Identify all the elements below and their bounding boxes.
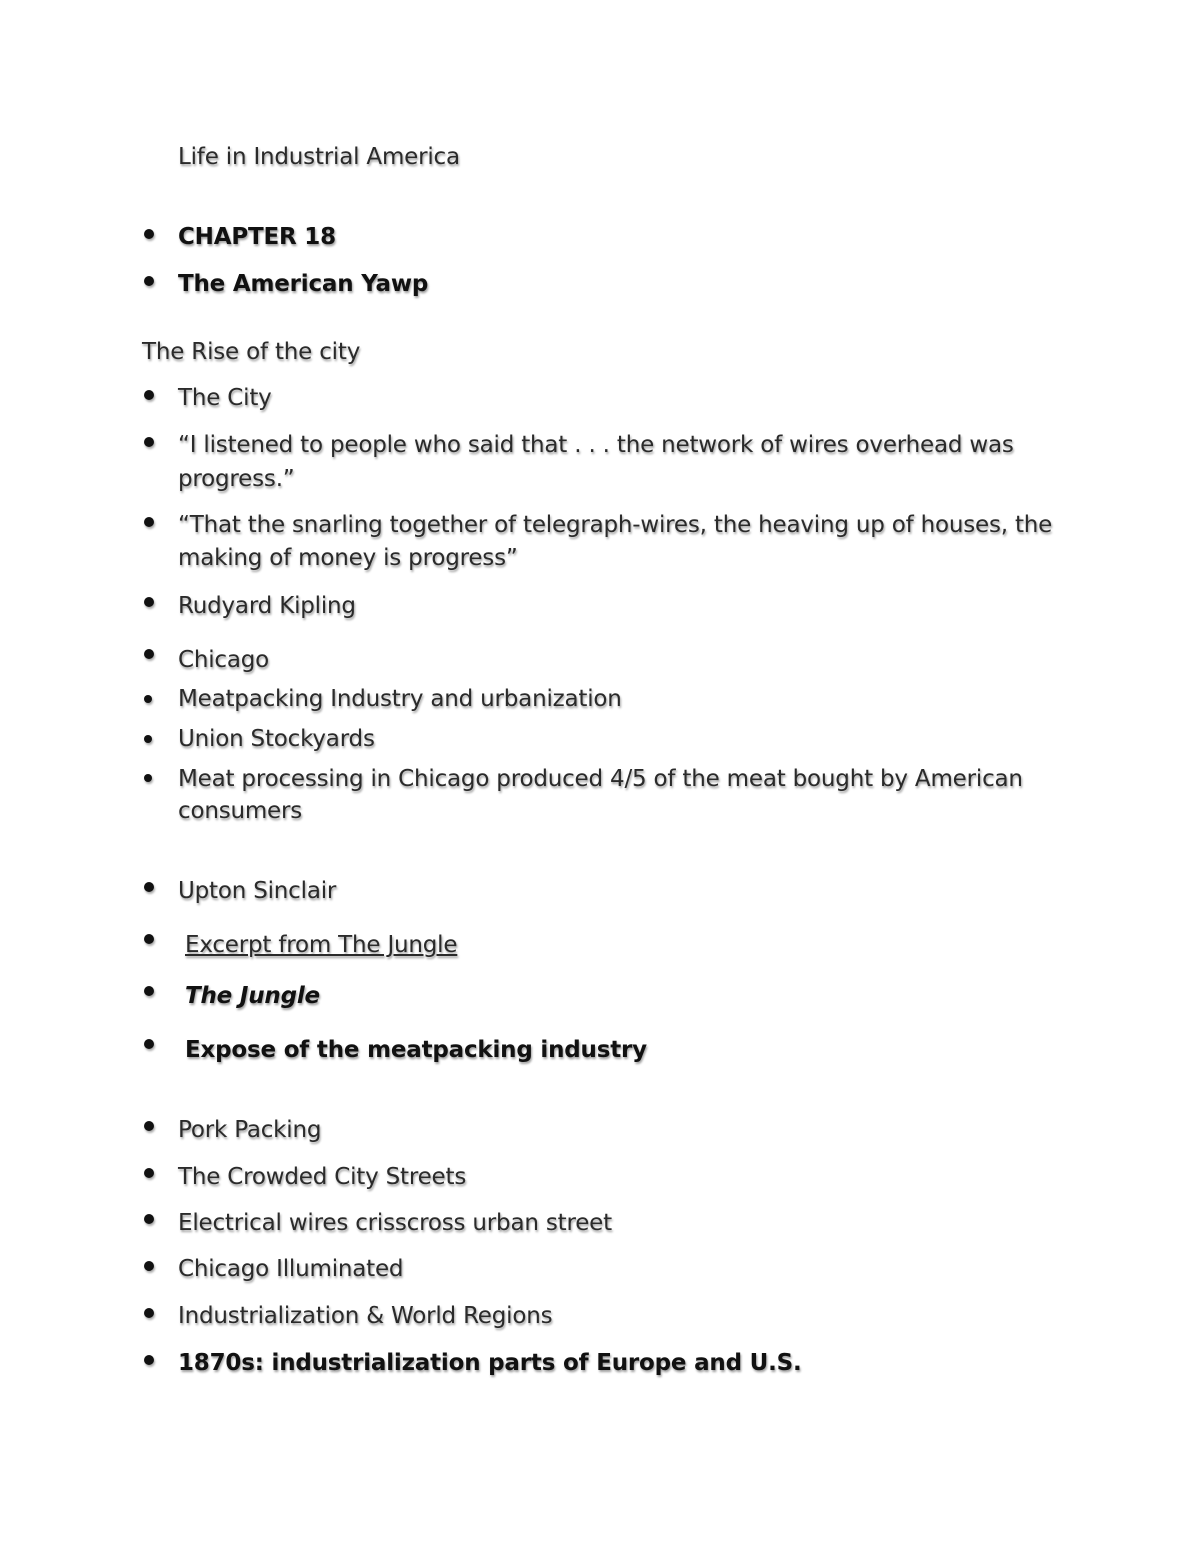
- bullet-icon: [144, 1168, 154, 1178]
- section-title: The Rise of the city: [142, 339, 361, 365]
- bullet-icon: [144, 1308, 154, 1318]
- item-text-continued: consumers: [178, 798, 303, 824]
- item-text: “That the snarling together of telegraph-wires, the heaving up of houses, the: [178, 512, 1053, 538]
- bullet-icon: [144, 882, 154, 892]
- item-text: Upton Sinclair: [178, 878, 337, 904]
- item-text: Meat processing in Chicago produced 4/5 of the meat bought by American: [178, 766, 1023, 792]
- bullet-icon: [144, 517, 154, 527]
- bullet-icon: [144, 934, 154, 944]
- item-text: Electrical wires crisscross urban street: [178, 1210, 612, 1236]
- item-text: The Jungle: [185, 983, 320, 1009]
- bullet-icon: [144, 986, 154, 996]
- item-text: The City: [178, 385, 272, 411]
- bullet-icon: [144, 437, 154, 447]
- bullet-icon: [144, 1039, 154, 1049]
- document-title: Life in Industrial America: [178, 144, 460, 170]
- bullet-icon: [144, 1261, 154, 1271]
- item-text: Union Stockyards: [178, 726, 375, 752]
- bullet-icon: [144, 1121, 154, 1131]
- item-text: “I listened to people who said that . . . the network of wires overhead was: [178, 432, 1014, 458]
- bullet-icon: [144, 774, 152, 782]
- item-text: Pork Packing: [178, 1117, 322, 1143]
- bullet-icon: [144, 597, 154, 607]
- item-text: Industrialization & World Regions: [178, 1303, 553, 1329]
- item-text-continued: making of money is progress”: [178, 545, 518, 571]
- bullet-icon: [144, 276, 154, 286]
- item-text: Meatpacking Industry and urbanization: [178, 686, 622, 712]
- excerpt-link[interactable]: Excerpt from The Jungle: [185, 932, 458, 958]
- item-text: The Crowded City Streets: [178, 1164, 467, 1190]
- book-title: The American Yawp: [178, 271, 429, 297]
- item-text: Rudyard Kipling: [178, 593, 356, 619]
- bullet-icon: [144, 735, 152, 743]
- item-text: Expose of the meatpacking industry: [185, 1037, 647, 1063]
- item-text-continued: progress.”: [178, 466, 295, 492]
- item-text: 1870s: industrialization parts of Europe and U.S.: [178, 1350, 802, 1376]
- bullet-icon: [144, 695, 152, 703]
- item-text: Chicago: [178, 647, 270, 673]
- bullet-icon: [144, 390, 154, 400]
- chapter-label: CHAPTER 18: [178, 224, 336, 250]
- bullet-icon: [144, 1355, 154, 1365]
- bullet-icon: [144, 1214, 154, 1224]
- bullet-icon: [144, 649, 154, 659]
- bullet-icon: [144, 229, 154, 239]
- item-text: Chicago Illuminated: [178, 1256, 404, 1282]
